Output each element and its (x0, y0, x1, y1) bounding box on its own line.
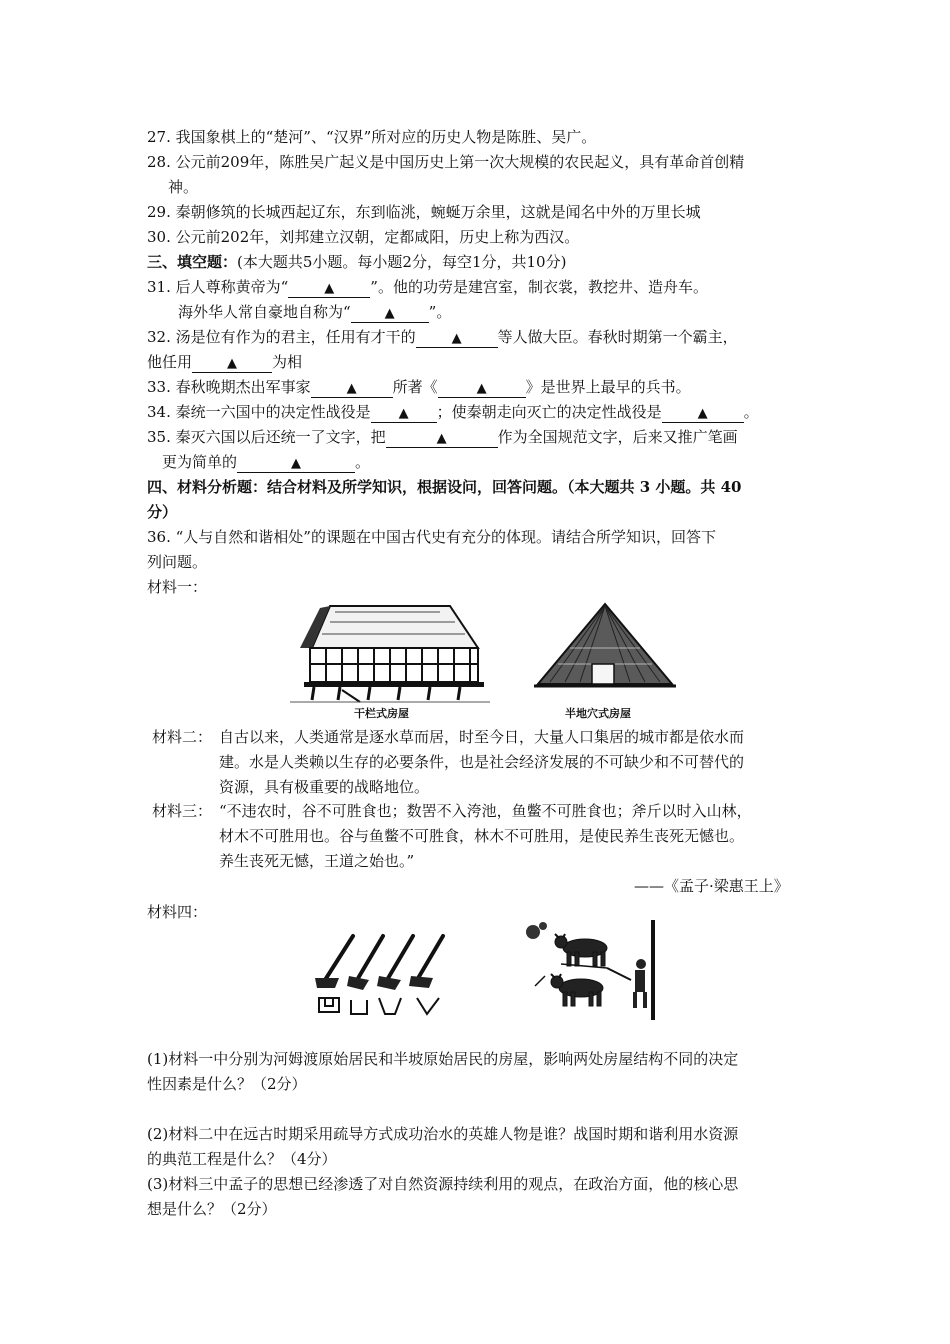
question-34 (147, 402, 759, 423)
stilt-house-caption: 干栏式房屋 (354, 707, 409, 720)
answer-marker: ▲ (291, 456, 302, 471)
q35-text-c: 更为简单的 (162, 453, 238, 471)
material-3-label: 材料三： (152, 802, 213, 820)
farming-tools-image (305, 928, 465, 1020)
q32-blank-1[interactable] (416, 329, 498, 348)
question-36-1: (1)材料一中分别为河姆渡原始居民和半坡原始居民的房屋，影响两处房屋结构不同的决定 (147, 1050, 739, 1068)
answer-marker: ▲ (476, 381, 487, 396)
material-2-line: 建。水是人类赖以生存的必要条件，也是社会经济发展的不可缺少和不可替代的 (219, 753, 745, 771)
answer-marker: ▲ (398, 406, 409, 421)
q35-blank-2[interactable] (237, 454, 355, 473)
material-3-line: 材木不可胜用也。谷与鱼鳖不可胜食，林木不可胜用，是使民养生丧死无憾也。 (219, 827, 745, 845)
material-2-line: 资源，具有极重要的战略地位。 (219, 778, 430, 796)
answer-marker: ▲ (451, 331, 462, 346)
question-36-3-cont: 想是什么？（2分） (147, 1200, 277, 1218)
answer-marker: ▲ (346, 381, 357, 396)
section-3-note: (本大题共5小题。每小题2分，每空1分，共10分) (237, 253, 567, 271)
q34-text-c: 。 (743, 403, 759, 421)
q35-text-a: 35. 秦灭六国以后还统一了文字，把 (147, 428, 386, 446)
q31-text-b: ”。他的功劳是建宫室，制衣裳，教挖井、造舟车。 (370, 278, 708, 296)
q33-text-b: 所著《 (392, 378, 438, 396)
q35-blank-1[interactable] (386, 429, 498, 448)
material-3-line: 养生丧死无憾，王道之始也。” (219, 852, 415, 870)
q31-text-d: ”。 (428, 303, 452, 321)
q31-blank-1[interactable] (288, 279, 370, 298)
material-3-source: ——《孟子·梁惠王上》 (634, 877, 789, 895)
question-36-3: (3)材料三中孟子的思想已经渗透了对自然资源持续利用的观点，在政治方面，他的核心思 (147, 1175, 739, 1193)
answer-marker: ▲ (697, 406, 708, 421)
question-32-line1 (147, 327, 738, 348)
question-32-line2 (147, 352, 302, 373)
material-2-label: 材料二： (152, 728, 213, 746)
q35-text-d: 。 (355, 453, 371, 471)
question-36-intro-cont: 列问题。 (147, 553, 208, 571)
answer-marker: ▲ (227, 356, 238, 371)
q31-text-a: 31. 后人尊称黄帝为“ (147, 278, 289, 296)
statement-27: 27. 我国象棋上的“楚河”、“汉界”所对应的历史人物是陈胜、吴广。 (147, 128, 597, 146)
q32-text-d: 为相 (272, 353, 303, 371)
question-36-2: (2)材料二中在远古时期采用疏导方式成功治水的英雄人物是谁？战国时期和谐利用水资源 (147, 1125, 739, 1143)
answer-marker: ▲ (436, 431, 447, 446)
q33-blank-2[interactable] (438, 379, 526, 398)
q32-text-a: 32. 汤是位有作为的君主，任用有才干的 (147, 328, 416, 346)
q34-blank-2[interactable] (662, 404, 744, 423)
section-4-heading: 四、材料分析题：结合材料及所学知识，根据设问，回答问题。（本大题共 3 小题。共 40 (147, 478, 742, 496)
section-3-title: 三、填空题： (147, 253, 238, 271)
material-3-line: “不违农时，谷不可胜食也；数罟不入洿池，鱼鳖不可胜食也；斧斤以时入山林， (219, 802, 752, 820)
question-36-1-cont: 性因素是什么？（2分） (147, 1075, 307, 1093)
q32-text-b: 等人做大臣。春秋时期第一个霸主， (497, 328, 738, 346)
material-4-label: 材料四： (147, 903, 208, 921)
question-33 (147, 377, 691, 398)
question-35-line2 (162, 452, 370, 473)
section-4-heading-cont: 分） (147, 503, 178, 521)
answer-marker: ▲ (324, 281, 335, 296)
statement-29: 29. 秦朝修筑的长城西起辽东，东到临洮，蜿蜒万余里，这就是闻名中外的万里长城 (147, 203, 701, 221)
question-31-line2 (178, 302, 451, 323)
material-1-label: 材料一： (147, 578, 208, 596)
question-36-2-cont: 的典范工程是什么？（4分） (147, 1150, 337, 1168)
q33-text-a: 33. 春秋晚期杰出军事家 (147, 378, 311, 396)
q34-text-a: 34. 秦统一六国中的决定性战役是 (147, 403, 371, 421)
q32-blank-2[interactable] (192, 354, 272, 373)
q34-blank-1[interactable] (371, 404, 437, 423)
question-36-intro: 36. “人与自然和谐相处”的课题在中国古代史有充分的体现。请结合所学知识，回答下 (147, 528, 716, 546)
statement-28-cont: 神。 (168, 178, 199, 196)
q31-text-c: 海外华人常自豪地自称为“ (178, 303, 351, 321)
semi-subterranean-house-image (530, 598, 680, 703)
q33-text-c: 》是世界上最早的兵书。 (525, 378, 691, 396)
question-35-line1 (147, 427, 738, 448)
q31-blank-2[interactable] (351, 304, 429, 323)
q33-blank-1[interactable] (311, 379, 393, 398)
q32-text-c: 他任用 (147, 353, 193, 371)
ox-plowing-image (515, 918, 665, 1023)
semi-subterranean-house-caption: 半地穴式房屋 (565, 707, 631, 720)
material-2-line: 自古以来，人类通常是逐水草而居，时至今日，大量人口集居的城市都是依水而 (219, 728, 745, 746)
statement-28: 28. 公元前209年，陈胜吴广起义是中国历史上第一次大规模的农民起义，具有革命首创精 (147, 153, 745, 171)
stilt-house-image (290, 598, 490, 708)
q34-text-b: ；使秦朝走向灭亡的决定性战役是 (436, 403, 662, 421)
statement-30: 30. 公元前202年，刘邦建立汉朝，定都咸阳，历史上称为西汉。 (147, 228, 580, 246)
q35-text-b: 作为全国规范文字，后来又推广笔画 (497, 428, 738, 446)
question-31-line1 (147, 277, 708, 298)
section-3-heading (147, 252, 566, 272)
answer-marker: ▲ (384, 306, 395, 321)
